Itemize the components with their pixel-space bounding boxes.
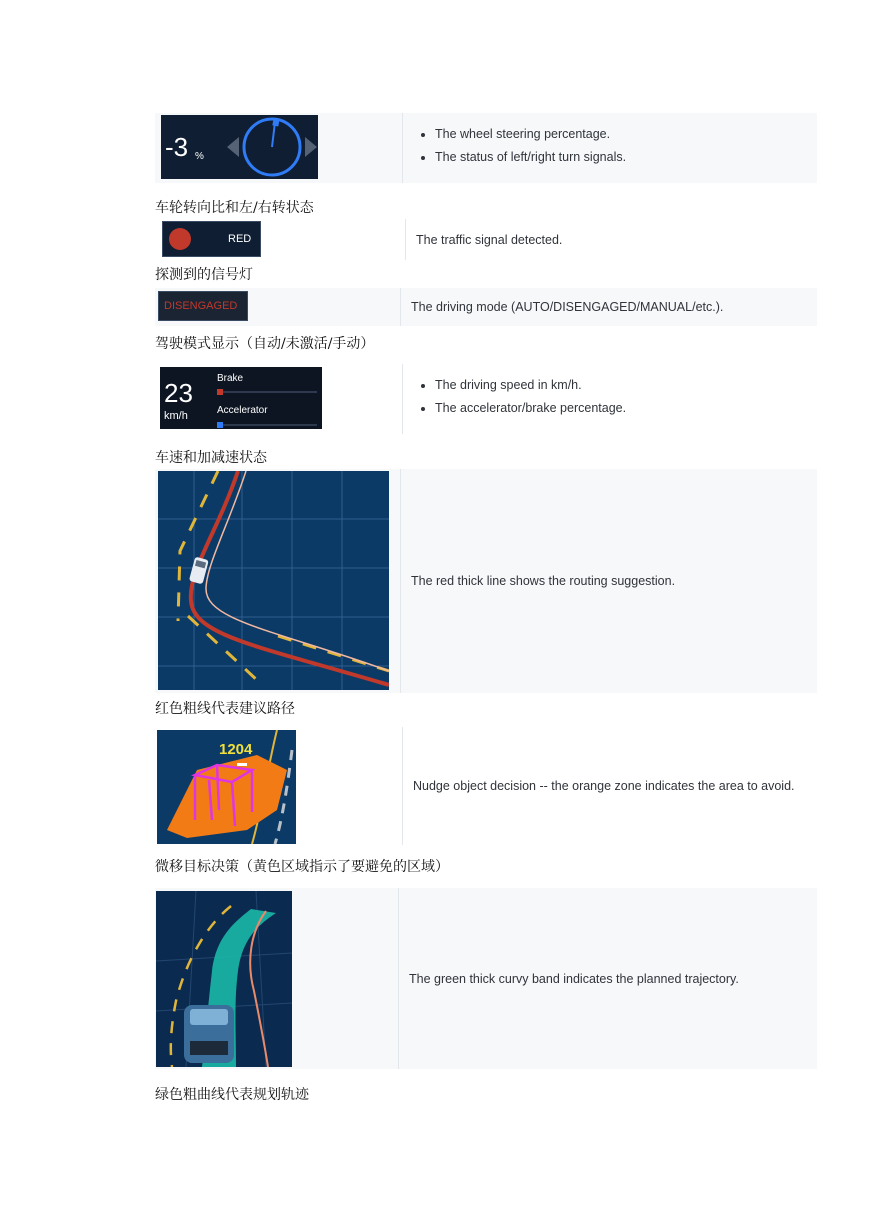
list-item: • The wheel steering percentage. [435, 127, 626, 141]
steering-value: -3 [165, 132, 189, 162]
routing-description [400, 469, 817, 693]
trajectory-cell [155, 888, 398, 1069]
driving-mode-cell [155, 288, 400, 326]
brake-label: Brake [217, 373, 244, 384]
routing-cell [155, 469, 400, 693]
nudge-description [402, 727, 817, 845]
trajectory-visualization [156, 891, 292, 1067]
nudge-visualization [157, 730, 296, 844]
accelerator-bar-fill [217, 422, 223, 428]
caption-driving-mode: 驾驶模式显示（自动/未激活/手动） [155, 336, 375, 352]
row-steering [155, 113, 817, 183]
nudge-cell [155, 727, 402, 845]
trajectory-description [398, 888, 817, 1069]
caption-steering: 车轮转向比和左/右转状态 [155, 200, 314, 216]
row-routing [155, 469, 817, 693]
trajectory-text: The green thick curvy band indicates the planned trajectory. [409, 971, 739, 986]
accelerator-label: Accelerator [217, 405, 268, 416]
steering-description-list [403, 124, 626, 173]
traffic-signal-text: The traffic signal detected. [416, 232, 563, 247]
speed-widget [160, 367, 322, 429]
right-turn-signal-icon [305, 137, 317, 157]
list-item: • The accelerator/brake percentage. [435, 401, 626, 415]
driving-mode-text: The driving mode (AUTO/DISENGAGED/MANUAL/etc.). [411, 300, 724, 314]
vehicle-icon [184, 1005, 234, 1063]
caption-speed: 车速和加减速状态 [155, 450, 267, 466]
traffic-signal-widget [162, 221, 261, 257]
row-traffic-signal [155, 219, 817, 260]
speed-unit: km/h [164, 410, 188, 422]
steering-unit: % [195, 151, 204, 162]
steering-widget [161, 115, 318, 179]
steering-description [402, 113, 817, 183]
routing-text: The red thick line shows the routing suggestion. [411, 574, 676, 588]
obstacle-id-label: 1204 [219, 741, 253, 758]
brake-bar [217, 391, 317, 393]
caption-trajectory: 绿色粗曲线代表规划轨迹 [155, 1087, 309, 1103]
driving-mode-label: DISENGAGED [164, 300, 238, 312]
traffic-signal-label: RED [228, 233, 252, 245]
row-driving-mode [155, 288, 817, 326]
row-nudge [155, 727, 817, 845]
steering-cell [155, 113, 402, 183]
caption-routing: 红色粗线代表建议路径 [155, 701, 295, 717]
driving-mode-widget [158, 291, 248, 321]
traffic-signal-cell [155, 219, 405, 260]
caption-traffic-signal: 探测到的信号灯 [155, 267, 253, 283]
row-trajectory [155, 888, 817, 1069]
list-item: • The driving speed in km/h. [435, 378, 626, 392]
routing-visualization [158, 471, 389, 690]
speed-cell [155, 364, 402, 434]
accelerator-bar [217, 424, 317, 426]
left-turn-signal-icon [227, 137, 239, 157]
nudge-text: Nudge object decision -- the orange zone indicates the area to avoid. [413, 779, 795, 793]
driving-mode-description [400, 288, 817, 326]
caption-nudge: 微移目标决策（黄色区域指示了要避免的区域） [155, 859, 449, 875]
speed-description [402, 364, 817, 434]
speed-description-list [403, 375, 626, 424]
traffic-signal-description [405, 219, 817, 260]
speed-value: 23 [164, 378, 193, 408]
traffic-light-icon [169, 228, 191, 250]
brake-bar-fill [217, 389, 223, 395]
list-item: • The status of left/right turn signals. [435, 150, 626, 164]
row-speed [155, 364, 817, 434]
steering-wheel-icon [241, 116, 303, 178]
